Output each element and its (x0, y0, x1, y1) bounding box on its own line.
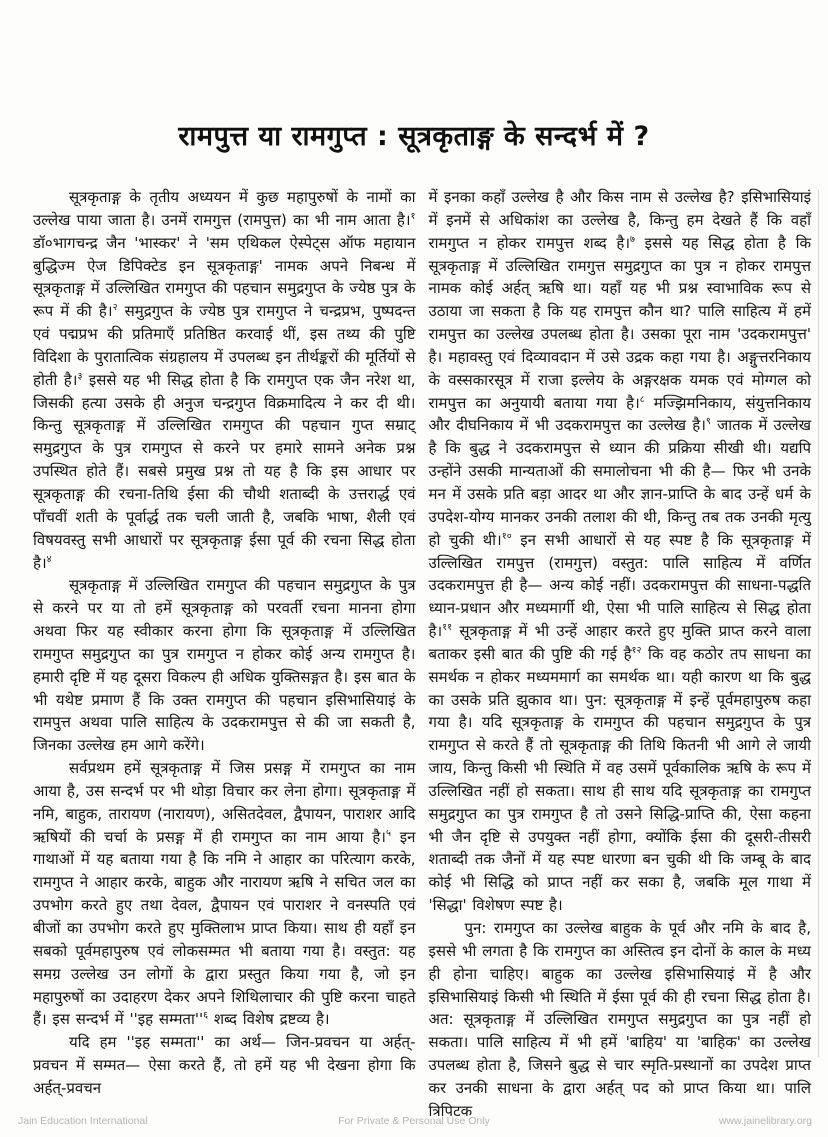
footnote-marker: ५ (385, 827, 391, 839)
footnote-marker: ६ (203, 1010, 209, 1022)
footnote-marker: १ (410, 210, 416, 222)
scan-footer (0, 1115, 828, 1131)
footnote-marker: ७ (630, 233, 635, 245)
page-title: रामपुत्त या रामगुप्त : सूत्रकृताङ्ग के सन्दर्भ में ? (178, 121, 650, 153)
text-columns (33, 186, 811, 1123)
footer-website: www.jainelibrary.org (718, 1115, 812, 1127)
footnote-marker: ३ (77, 370, 83, 382)
footnote-marker: १२ (631, 644, 642, 656)
footer-usage-note: For Private & Personal Use Only (338, 1115, 490, 1127)
footnote-marker: ११ (442, 622, 453, 634)
footnote-marker: १० (501, 530, 512, 542)
footnote-marker: ४ (46, 553, 52, 565)
paragraph: सूत्रकृताङ्ग में उल्लिखित रामगुप्त की पहचान समुद्रगुप्त के पुत्र से करने पर या तो हमें सूत्रकृताङ्ग को परवर्ती रचना मानना होगा अथवा फिर यह स्वीकार करना होगा कि सूत्रकृताङ्ग में उल्लिखित रामगुप्त समुद्रगुप्त का पुत्र रामगुप्त न होकर कोई अन्य रामगुप्त है। हमारी दृष्टि में यह दूसरा विकल्प ही अधिक युक्तिसङ्गत है। इस बात के भी यथेष्ट प्रमाण हैं कि उक्त रामगुप्त की पहचान इसिभासियाइं के रामपुत्त अथवा पालि साहित्य के उदकरामपुत्त से की जा सकती है, जिनका उल्लेख हम आगे करेंगे। (33, 576, 416, 755)
paragraph: सर्वप्रथम हमें सूत्रकृताङ्ग में जिस प्रसङ्ग में रामगुप्त का नाम आया है, उस सन्दर्भ पर भी थोड़ा विचार कर लेना होगा। सूत्रकृताङ्ग में नमि, बाहुक, तारायण (नारायण), असितदेवल, द्वैपायन, पाराशर आदि ऋषियों की चर्चा के प्रसङ्ग में ही रामगुप्त का नाम आया है।$^५$ इन गाथाओं में यह बताया गया है कि नमि ने आहार का परित्याग करके, रामगुप्त ने आहार करके, बाहुक और नारायण ऋषि ने सचित जल का उपभोग करते हुए तथा देवल, द्वैपायन एवं पाराशर ने वनस्पति एवं बीजों का उपभोग करते हुए मुक्तिलाभ प्राप्त किया। साथ ही यहाँ इन सबको पूर्वमहापुरुष एवं लोकसम्मत भी बताया गया है। वस्तुत: यह समग्र उल्लेख उन लोगों के द्वारा प्रस्तुत किया गया है, जो इन महापुरुषों का उदाहरण देकर अपने शिथिलाचार की पुष्टि करना चाहते हैं। इस सन्दर्भ में ''इह $सम्मता''^६$ शब्द विशेष द्रष्टव्य है। (33, 759, 416, 1029)
scan-edge-artifact (818, 190, 819, 1057)
footnote-marker: ९ (705, 416, 711, 428)
text-column-right (429, 186, 812, 1123)
paragraph: में इनका कहाँ उल्लेख है और किस नाम से उल्लेख है? इसिभासियाइं में इनमें से अधिकांश का उल्लेख है, किन्तु हम देखते हैं कि वहाँ रामगुप्त न होकर रामपुत्त शब्द है।$^७$ इससे यह सिद्ध होता है कि सूत्रकृताङ्ग में उल्लिखित रामगुत्त समुद्रगुप्त का पुत्र न होकर रामपुत्त नामक कोई अर्हत् ऋषि था। यहाँ यह भी प्रश्न स्वाभाविक रूप से उठाया जा सकता है कि यह रामपुत्त कौन था? पालि साहित्य में हमें रामपुत्त का उल्लेख उपलब्ध होता है। उसका पूरा नाम 'उदकरामपुत्त' है। महावस्तु एवं दिव्यावदान में उसे उद्रक कहा गया है। अङ्गुत्तरनिकाय के वस्सकारसूत्र में राजा इल्लेय के अङ्गरक्षक यमक एवं मोग्गल को रामपुत्त का अनुयायी बताया गया है।$^८$ मज्झिमनिकाय, संयुत्तनिकाय और दीघनिकाय में भी उदकरामपुत्त का उल्लेख है।$^९$ जातक में उल्लेख है कि बुद्ध ने उदकरामपुत्त से ध्यान की प्रक्रिया सीखी थी। यद्यपि उन्होंने उसकी मान्यताओं की समालोचना भी की है— फिर भी उनके मन में उसके प्रति बड़ा आदर था और ज्ञान-प्राप्ति के बाद उन्हें धर्म के उपदेश-योग्य मानकर उनकी तलाश की थी, किन्तु तब तक उनकी मृत्यु हो चुकी थी।$^{१०}$ इन सभी आधारों से यह स्पष्ट है कि सूत्रकृताङ्ग में उल्लिखित रामपुत्त (रामगुत्त) वस्तुत: पालि साहित्य में वर्णित उदकरामपुत्त ही है— अन्य कोई नहीं। उदकरामपुत्त की साधना-पद्धति ध्यान-प्रधान और मध्यमार्गी थी, ऐसा भी पालि साहित्य से सिद्ध होता है।$^{११}$ सूत्रकृताङ्ग में भी उन्हें आहार करते हुए मुक्ति प्राप्त करने वाला बताकर इसी बात की पुष्टि की गई है$^{१२}$ कि वह कठोर तप साधना का समर्थक न होकर मध्यममार्ग का समर्थक था। यही कारण था कि बुद्ध का उसके प्रति झुकाव था। पुन: सूत्रकृताङ्ग में इन्हें पूर्वमहापुरुष कहा गया है। यदि सूत्रकृताङ्ग के रामगुप्त की पहचान समुद्रगुप्त के पुत्र रामगुप्त से करते हैं तो सूत्रकृताङ्ग की तिथि कितनी भी आगे ले जायी जाय, किन्तु किसी भी स्थिति में वह उसमें पूर्वकालिक ऋषि के रूप में उल्लिखित नहीं हो सकता। साथ ही साथ यदि सूत्रकृताङ्ग का रामगुप्त समुद्रगुप्त का पुत्र रामगुप्त है तो उसने सिद्धि-प्राप्ति की, ऐसा कहना भी जैन दृष्टि से उपयुक्त नहीं होगा, क्योंकि ईसा की दूसरी-तीसरी शताब्दी तक जैनों में यह स्पष्ट धारणा बन चुकी थी कि जम्बू के बाद कोई भी सिद्धि को प्राप्त नहीं कर सका है, जबकि मूल गाथा में 'सिद्धा' विशेषण स्पष्ट है। (428, 188, 811, 915)
paragraph: सूत्रकृताङ्ग के तृतीय अध्ययन में कुछ महापुरुषों के नामों का उल्लेख पाया जाता है। उनमें रामगुत्त (रामपुत्त) का भी नाम आता है।$^१$ डॉ०भागचन्द्र जैन 'भास्कर' ने 'सम एथिकल ऐस्पेट्स ऑफ महायान बुद्धिज्म ऐज डिपिक्टेड इन सूत्रकृताङ्ग' नामक अपने निबन्ध में सूत्रकृताङ्ग में उल्लिखित रामगुप्त की पहचान समुद्रगुप्त के ज्येष्ठ पुत्र के रूप में की है।$^२$ समुद्रगुप्त के ज्येष्ठ पुत्र रामगुप्त ने चन्द्रप्रभ, पुष्पदन्त एवं पद्मप्रभ की प्रतिमाएँ प्रतिष्ठित करवाई थीं, इस तथ्य की पुष्टि विदिशा के पुरातात्विक संग्रहालय में उपलब्ध इन तीर्थङ्करों की मूर्तियों से होती है।$^३$ इससे यह भी सिद्ध होता है कि रामगुप्त एक जैन नरेश था, जिसकी हत्या उसके ही अनुज चन्द्रगुप्त विक्रमादित्य ने कर दी थी। किन्तु सूत्रकृताङ्ग में उल्लिखित रामगुप्त की पहचान गुप्त सम्राट् समुद्रगुप्त के पुत्र रामगुप्त से करने पर हमारे सामने अनेक प्रश्न उपस्थित होते हैं। सबसे प्रमुख प्रश्न तो यह है कि इस आधार पर सूत्रकृताङ्ग की रचना-तिथि ईसा की चौथी शताब्दी के उत्तरार्द्ध एवं पाँचवीं शती के पूर्वार्द्ध तक चली जाती है, जबकि भाषा, शैली एवं विषयवस्तु सभी आधारों पर सूत्रकृताङ्ग ईसा पूर्व की रचना सिद्ध होता है।$^४$ (33, 188, 416, 572)
paragraph: यदि हम ''इह सम्मता'' का अर्थ— जिन-प्रवचन या अर्हत्-प्रवचन में सम्मत— ऐसा करते हैं, तो हमें यह भी देखना होगा कि अर्हत्-प्रवचन (33, 1033, 416, 1097)
footnote-marker: २ (112, 302, 118, 314)
paragraph: पुन: रामगुप्त का उल्लेख बाहुक के पूर्व और नमि के बाद है, इससे भी लगता है कि रामगुप्त का अस्तित्व इन दोनों के काल के मध्य ही होना चाहिए। बाहुक का उल्लेख इसिभासियाइं में है और इसिभासियाइं किसी भी स्थिति में ईसा पूर्व की ही रचना सिद्ध होता है। अत: सूत्रकृताङ्ग में उल्लिखित रामगुप्त समुद्रगुप्त का पुत्र नहीं हो सकता। पालि साहित्य में भी हमें 'बाहिय' या 'बाहिक' का उल्लेख उपलब्ध होता है, जिसने बुद्ध से चार स्मृति-प्रस्थानों का उपदेश प्राप्त कर उनकी साधना के द्वारा अर्हत् पद को प्राप्त किया था। पालि त्रिपिटक (428, 919, 811, 1120)
text-column-left (33, 186, 416, 1123)
footer-publisher: Jain Education International (18, 1115, 148, 1127)
footnote-marker: ८ (639, 393, 645, 405)
